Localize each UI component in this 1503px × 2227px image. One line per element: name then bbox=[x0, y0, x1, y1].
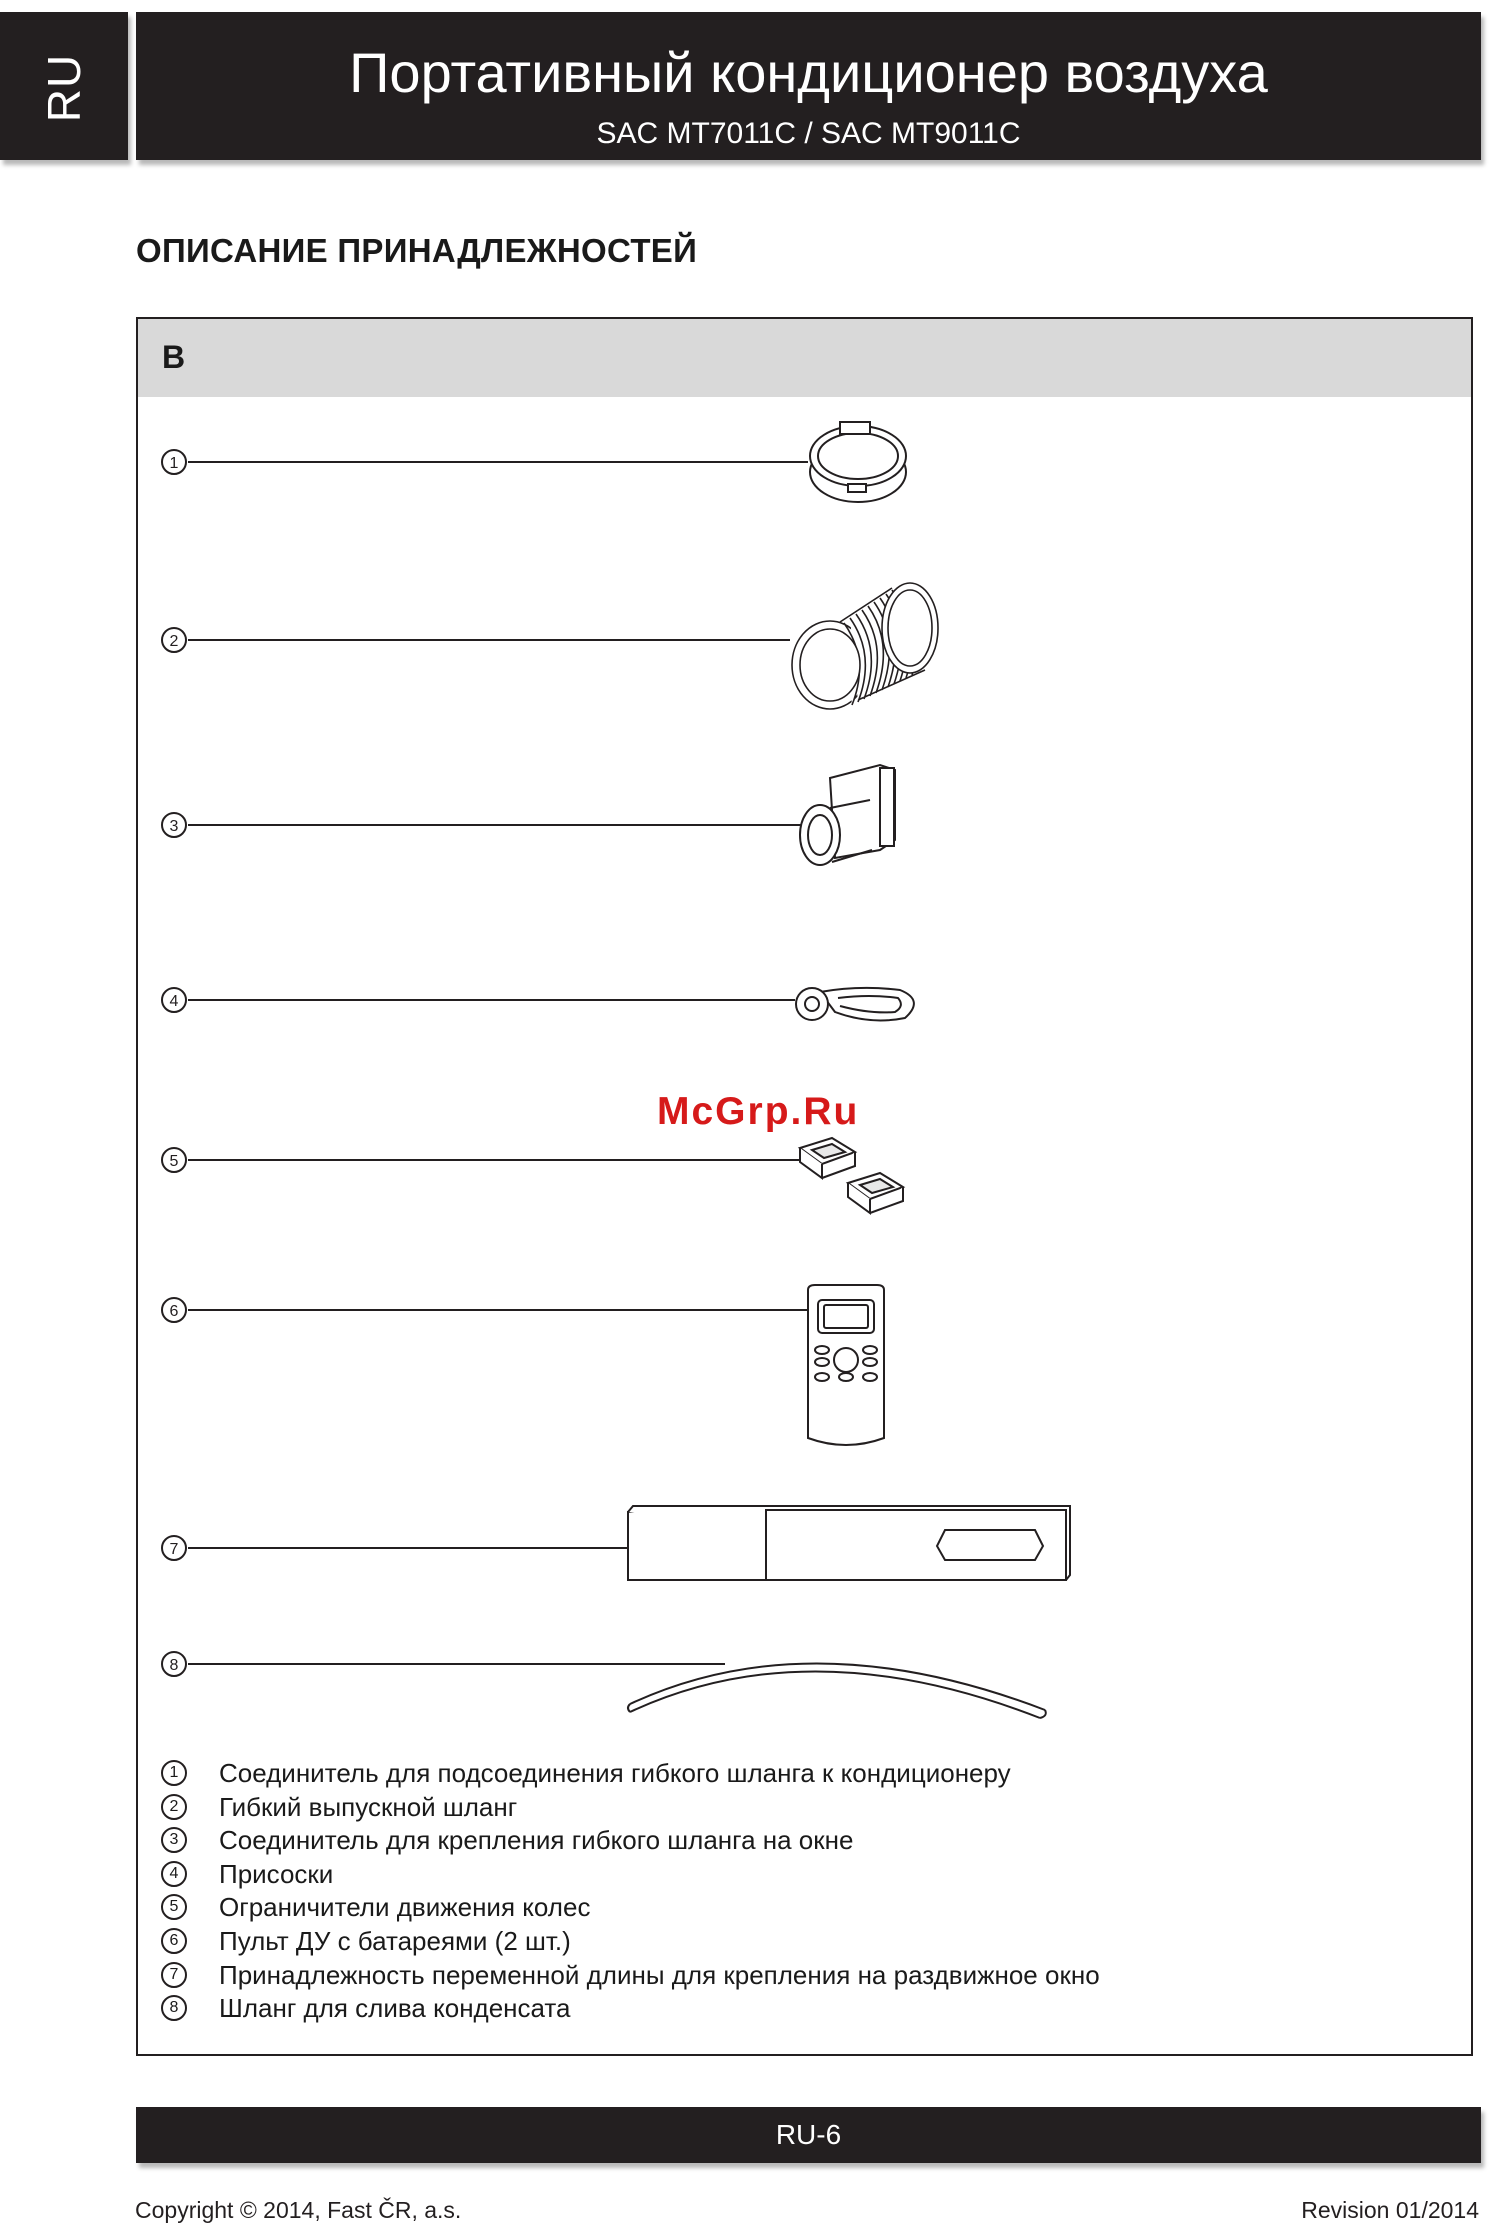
callout-number-5: 5 bbox=[169, 1153, 179, 1170]
wheel-stoppers-image bbox=[800, 1138, 903, 1213]
callout-number-6: 6 bbox=[169, 1303, 179, 1320]
legend-text: Соединитель для крепления гибкого шланга на окне bbox=[219, 1825, 854, 1856]
callout-number-3: 3 bbox=[169, 818, 179, 835]
watermark: McGrp.Ru bbox=[657, 1090, 860, 1133]
callout-number-4: 4 bbox=[169, 993, 179, 1010]
window-slider-kit-image bbox=[628, 1506, 1070, 1580]
copyright: Copyright © 2014, Fast ČR, a.s. bbox=[135, 2197, 462, 2223]
legend-text: Ограничители движения колес bbox=[219, 1892, 591, 1923]
legend-text: Принадлежность переменной длины для крепления на раздвижное окно bbox=[219, 1959, 1100, 1990]
legend-number: 7 bbox=[161, 1962, 187, 1988]
language-label: RU bbox=[38, 53, 90, 123]
legend-number: 1 bbox=[161, 1760, 187, 1786]
page-number: RU-6 bbox=[775, 2119, 842, 2150]
remote-control-image bbox=[808, 1285, 884, 1445]
callout-number-1: 1 bbox=[169, 455, 179, 472]
page-number-bar bbox=[136, 2107, 1481, 2163]
legend-text: Шланг для слива конденсата bbox=[219, 1993, 571, 2024]
drain-hose-image bbox=[628, 1663, 1046, 1718]
callout-number-2: 2 bbox=[169, 633, 179, 650]
window-connector-image bbox=[800, 765, 895, 865]
section-title: ОПИСАНИЕ ПРИНАДЛЕЖНОСТЕЙ bbox=[136, 232, 698, 269]
suction-cup-image bbox=[796, 988, 914, 1021]
revision: Revision 01/2014 bbox=[1301, 2197, 1479, 2223]
document-title: Портативный кондиционер воздуха bbox=[349, 41, 1268, 104]
callout-number-7: 7 bbox=[169, 1541, 179, 1558]
legend-text: Гибкий выпускной шланг bbox=[219, 1791, 518, 1822]
legend-number: 4 bbox=[161, 1861, 187, 1887]
legend-number: 2 bbox=[161, 1794, 187, 1820]
legend-number: 3 bbox=[161, 1827, 187, 1853]
exhaust-hose-image bbox=[792, 583, 938, 709]
model-numbers: SAC MT7011C / SAC MT9011C bbox=[596, 117, 1021, 150]
legend-number: 5 bbox=[161, 1894, 187, 1920]
legend-text: Пульт ДУ с батареями (2 шт.) bbox=[219, 1925, 571, 1956]
legend-number: 8 bbox=[161, 1995, 187, 2021]
legend-text: Соединитель для подсоединения гибкого шланга к кондиционеру bbox=[219, 1758, 1011, 1788]
legend-text: Присоски bbox=[219, 1858, 334, 1889]
hose-connector-ring-image bbox=[810, 422, 906, 502]
legend-number: 6 bbox=[161, 1928, 187, 1954]
panel-label: B bbox=[162, 339, 186, 375]
callout-number-8: 8 bbox=[169, 1657, 179, 1674]
